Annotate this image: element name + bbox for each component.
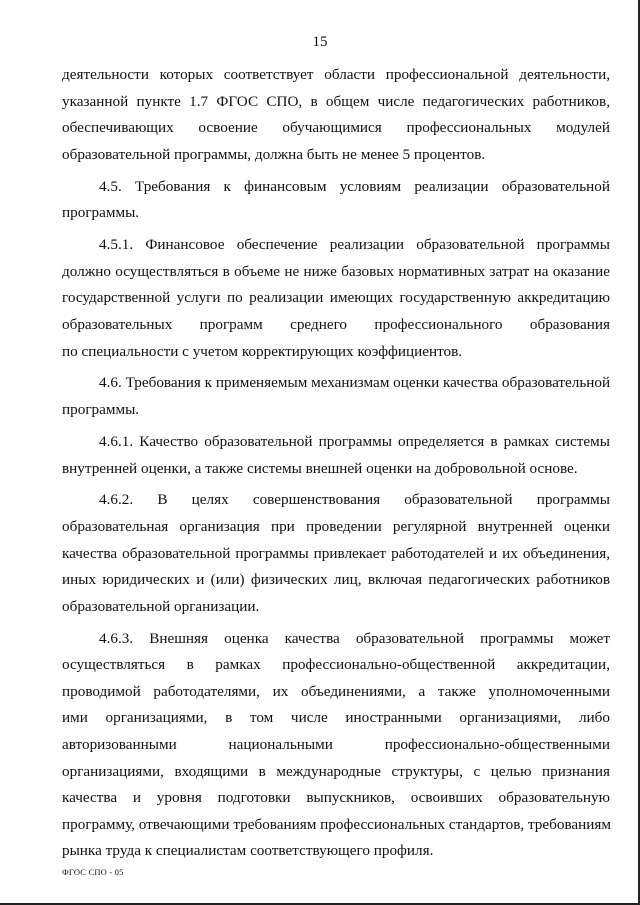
paragraph <box>62 487 610 620</box>
text-line: программу, отвечающими требованиям профессиональных стандартов, требованиям <box>62 815 612 833</box>
text-line: 4.5. Требования к финансовым условиям реализации образовательной <box>99 177 610 195</box>
text-line: рынка труда к специалистам соответствующего профиля. <box>62 842 434 860</box>
paragraph <box>62 429 610 482</box>
page-footer: ФГОС СПО - 05 <box>62 867 124 877</box>
text-line: качества образовательной программы привлекает работодателей и их объединения, <box>62 544 610 562</box>
text-line: 4.6. Требования к применяемым механизмам оценки качества образовательной <box>99 374 611 392</box>
text-line: 4.6.2. В целях совершенствования образовательной программы <box>99 491 610 509</box>
text-line: качества и уровня подготовки выпускников, освоивших образовательную <box>62 789 610 807</box>
text-line: иных юридических и (или) физических лиц, включая педагогических работников <box>62 571 610 589</box>
document-body <box>62 62 610 865</box>
text-line: осуществляться в рамках профессионально-общественной аккредитации, <box>62 656 610 674</box>
text-line: авторизованными национальными профессионально-общественными <box>62 736 610 754</box>
paragraph <box>62 626 610 865</box>
text-line: 4.6.1. Качество образовательной программы определяется в рамках системы <box>99 432 610 450</box>
text-line: деятельности которых соответствует области профессиональной деятельности, <box>62 66 610 83</box>
text-line: должно осуществляться в объеме не ниже базовых нормативных затрат на оказание <box>62 262 610 280</box>
text-line: государственной услуги по реализации имеющих государственную аккредитацию <box>62 289 610 307</box>
text-line: программы. <box>62 401 140 419</box>
text-line: 4.6.3. Внешняя оценка качества образовательной программы может <box>99 629 610 647</box>
paragraph <box>62 232 610 365</box>
text-line: образовательной организации. <box>62 597 260 615</box>
text-line: образовательной программы, должна быть не менее 5 процентов. <box>62 145 486 163</box>
text-line: указанной пункте 1.7 ФГОС СПО, в общем числе педагогических работников, <box>62 92 610 110</box>
page-number: 15 <box>312 34 328 50</box>
text-line: ими организациями, в том числе иностранными организациями, либо <box>62 709 610 727</box>
text-line: проводимой работодателями, их объединениями, а также уполномоченными <box>62 682 610 700</box>
text-line: программы. <box>62 204 140 222</box>
paragraph <box>62 370 610 423</box>
paragraph <box>62 62 610 168</box>
paragraph <box>62 174 610 227</box>
text-line: по специальности с учетом корректирующих коэффициентов. <box>62 342 463 360</box>
text-line: организациями, входящими в международные структуры, с целью признания <box>62 762 610 780</box>
text-line: 4.5.1. Финансовое обеспечение реализации образовательной программы <box>99 236 610 254</box>
text-line: обеспечивающих освоение обучающимися профессиональных модулей <box>62 119 610 137</box>
text-line: образовательных программ среднего профессионального образования <box>62 315 610 333</box>
text-line: внутренней оценки, а также системы внешней оценки на добровольной основе. <box>62 459 578 477</box>
text-line: образовательная организация при проведении регулярной внутренней оценки <box>62 517 610 535</box>
